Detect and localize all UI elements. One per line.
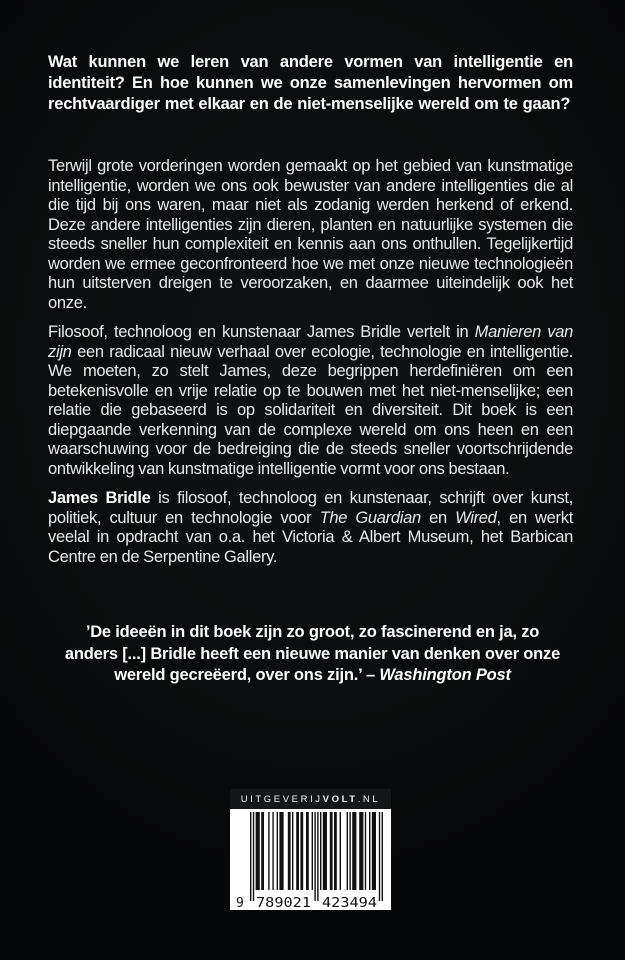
text-segment: James Bridle [48, 489, 151, 507]
synopsis-paragraph-2 [48, 323, 573, 479]
publisher-barcode-sticker [230, 789, 391, 910]
text-segment: ’De ideeën in dit boek zijn zo groot, zo fascinerend en ja, zo anders [...] Bridle heeft een nieuwe manier van denken over onze wereld gecreëerd, over ons zijn.’ – [64, 623, 561, 684]
text-segment: en [420, 508, 456, 527]
text-segment: , en werkt veelal in opdracht van o.a. het Victoria & Albert Museum, het Barbican Centre en de Serpentine Gallery. [48, 508, 573, 566]
publisher-logo [230, 789, 391, 809]
text-segment: Filosoof, technoloog en kunstenaar James Bridle vertelt in [48, 323, 475, 341]
synopsis-paragraph-1 [48, 157, 573, 313]
blurb-text-block [48, 52, 573, 577]
text-segment: een radicaal nieuw verhaal over ecologie, technologie en intelligentie. We moeten, zo stelt James, deze begrippen herdefiniëren om een betekenisvolle en vrije relatie op te bouwen met het niet-menselijke; een relatie die gebaseerd is op solidariteit en diversiteit. Dit boek is een diepgaande verkenning van de complexe wereld om ons heen en een waarschuwing voor de bedreiging die de steeds sneller voortschrijdende ontwikkeling van kunstmatige intelligentie vormt voor ons bestaan. [48, 342, 573, 478]
text-segment: Wat kunnen we leren van andere vormen van intelligentie en identiteit? En hoe kunnen we onze samenlevingen hervormen om rechtvaardiger met elkaar en de niet-menselijke wereld om te gaan? [48, 53, 573, 113]
text-segment: Manieren van zijn [48, 323, 574, 361]
text-segment: Terwijl grote vorderingen worden gemaakt op het gebied van kunstmatige intelligentie, worden we ons ook bewuster van andere intelligenties die al die tijd bij ons waren, maar niet als zodanig werden herkend of erkend. Deze andere intelligenties zijn dieren, planten en natuurlijke systemen die steeds sneller hun complexiteit en kennis aan ons onthullen. Tegelijkertijd worden we ermee geconfronteerd hoe we met onze nieuwe technologieën hun uitsterven dreigen te veroorzaken, en daarmee uiteindelijk ook het onze. [48, 157, 573, 312]
press-quote [58, 622, 567, 687]
ean13-barcode [230, 809, 391, 910]
barcode-graphic [230, 809, 391, 910]
isbn-digits-left: 9 [236, 896, 244, 910]
author-bio [48, 489, 573, 567]
isbn-digits-group1: 789021 [256, 896, 311, 910]
publisher-prefix: UITGEVERIJ [240, 793, 323, 805]
isbn-digits-group2: 423494 [322, 896, 378, 910]
text-segment: Washington Post [379, 666, 511, 684]
lead-questions [48, 52, 573, 115]
publisher-brand: VOLT [322, 793, 358, 805]
publisher-domain-suffix: .NL [357, 793, 381, 805]
text-segment: Wired [455, 508, 497, 527]
text-segment: The Guardian [319, 508, 421, 527]
text-segment: is filosoof, technoloog en kunstenaar, schrijft over kunst, politiek, cultuur en technologie voor [48, 489, 573, 527]
